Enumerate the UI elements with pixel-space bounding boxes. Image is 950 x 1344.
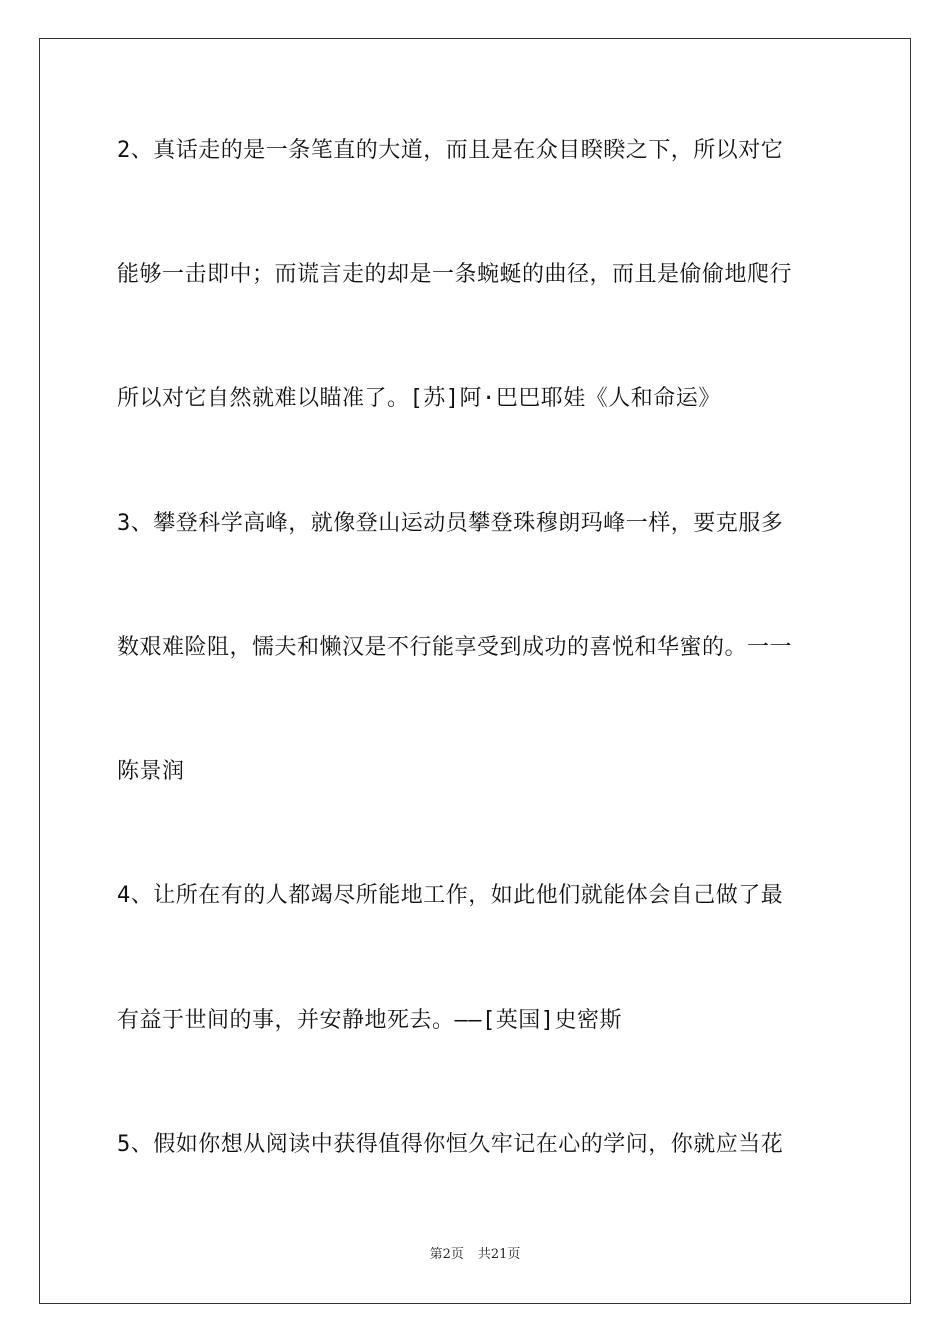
page-total: 共21页 [477,1247,521,1262]
text-line-5: 数艰难险阻，懦夫和懒汉是不行能享受到成功的喜悦和华蜜的。一一 [117,635,793,660]
text-line-9: 5、假如你想从阅读中获得值得你恒久牢记在心的学问，你就应当花 [117,1132,784,1157]
text-line-6: 陈景润 [117,759,185,784]
page-border [39,38,911,1304]
text-line-7: 4、让所在有的人都竭尽所能地工作，如此他们就能体会自己做了最 [117,883,784,908]
text-line-8: 有益于世间的事，并安静地死去。——[英国]史密斯 [117,1008,622,1033]
text-line-1: 2、真话走的是一条笔直的大道，而且是在众目睽睽之下，所以对它 [117,138,784,163]
text-line-3: 所以对它自然就难以瞄准了。[苏]阿·巴巴耶娃《人和命运》 [117,386,721,411]
page-footer [0,1246,950,1264]
text-line-4: 3、攀登科学高峰，就像登山运动员攀登珠穆朗玛峰一样，要克服多 [117,511,784,536]
text-line-2: 能够一击即中；而谎言走的却是一条蜿蜒的曲径，而且是偷偷地爬行 [117,262,793,287]
page-number: 第2页 [429,1247,464,1262]
